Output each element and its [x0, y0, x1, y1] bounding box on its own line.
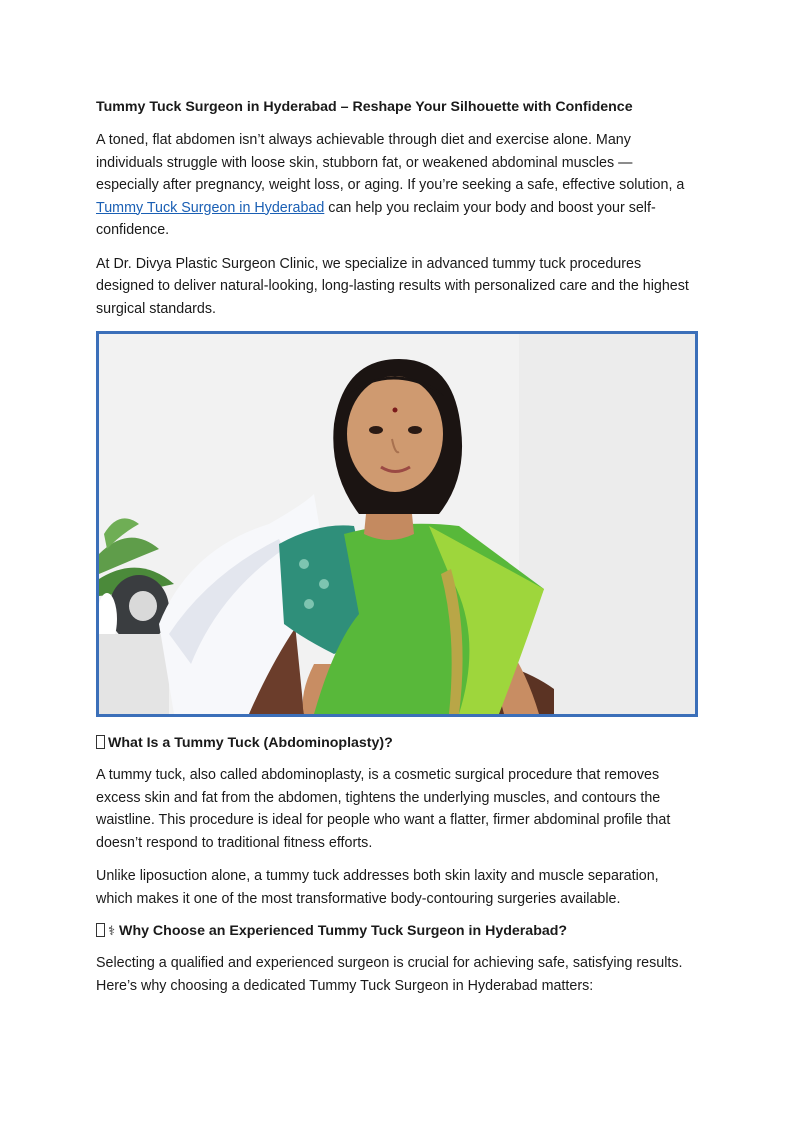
face	[347, 376, 443, 492]
section1-paragraph-2: Unlike liposuction alone, a tummy tuck addresses both skin laxity and muscle separation, which makes it one of the most transformative body-contouring surgeries available.	[96, 868, 659, 907]
section2-paragraph-1: Selecting a qualified and experienced surgeon is crucial for achieving safe, satisfying results. Here’s why choosing a dedicated Tummy Tuck Surgeon in Hyderabad matters:	[96, 955, 683, 994]
section2-heading-text: Why Choose an Experienced Tummy Tuck Surgeon in Hyderabad?	[119, 923, 568, 939]
emoji-placeholder-icon	[96, 735, 105, 749]
tummy-tuck-surgeon-link[interactable]: Tummy Tuck Surgeon in Hyderabad	[96, 199, 325, 216]
emoji-placeholder-icon	[96, 923, 105, 937]
section-heading-why-choose	[96, 921, 698, 941]
section-heading-what-is	[96, 733, 698, 753]
document-page	[96, 97, 698, 1008]
surgeon-portrait-illustration	[99, 334, 695, 714]
medical-symbol-icon: ⚕	[108, 923, 116, 938]
surgeon-photo	[96, 331, 698, 717]
intro-text-before-link: A toned, flat abdomen isn’t always achievable through diet and exercise alone. Many individuals struggle with loose skin, stubborn fat, or weakened abdominal muscles — especially after pregnancy, weight loss, or aging. If you’re seeking a safe, effective solution, a	[96, 132, 685, 193]
intro-paragraph	[96, 129, 698, 242]
section1-paragraph-1: A tummy tuck, also called abdominoplasty, is a cosmetic surgical procedure that removes excess skin and fat from the abdomen, tightens the underlying muscles, and contours the waistline. This procedure is ideal for people who want a flatter, firmer abdominal profile that doesn’t respond to traditional fitness efforts.	[96, 767, 671, 851]
page-title: Tummy Tuck Surgeon in Hyderabad – Reshape Your Silhouette with Confidence	[96, 99, 633, 115]
section1-heading-text: What Is a Tummy Tuck (Abdominoplasty)?	[108, 735, 393, 751]
clinic-paragraph: At Dr. Divya Plastic Surgeon Clinic, we specialize in advanced tummy tuck procedures designed to deliver natural-looking, long-lasting results with personalized care and the highest surgical standards.	[96, 255, 689, 317]
intro-text-after-link: can help you reclaim your body and boost your self-confidence.	[96, 199, 656, 238]
